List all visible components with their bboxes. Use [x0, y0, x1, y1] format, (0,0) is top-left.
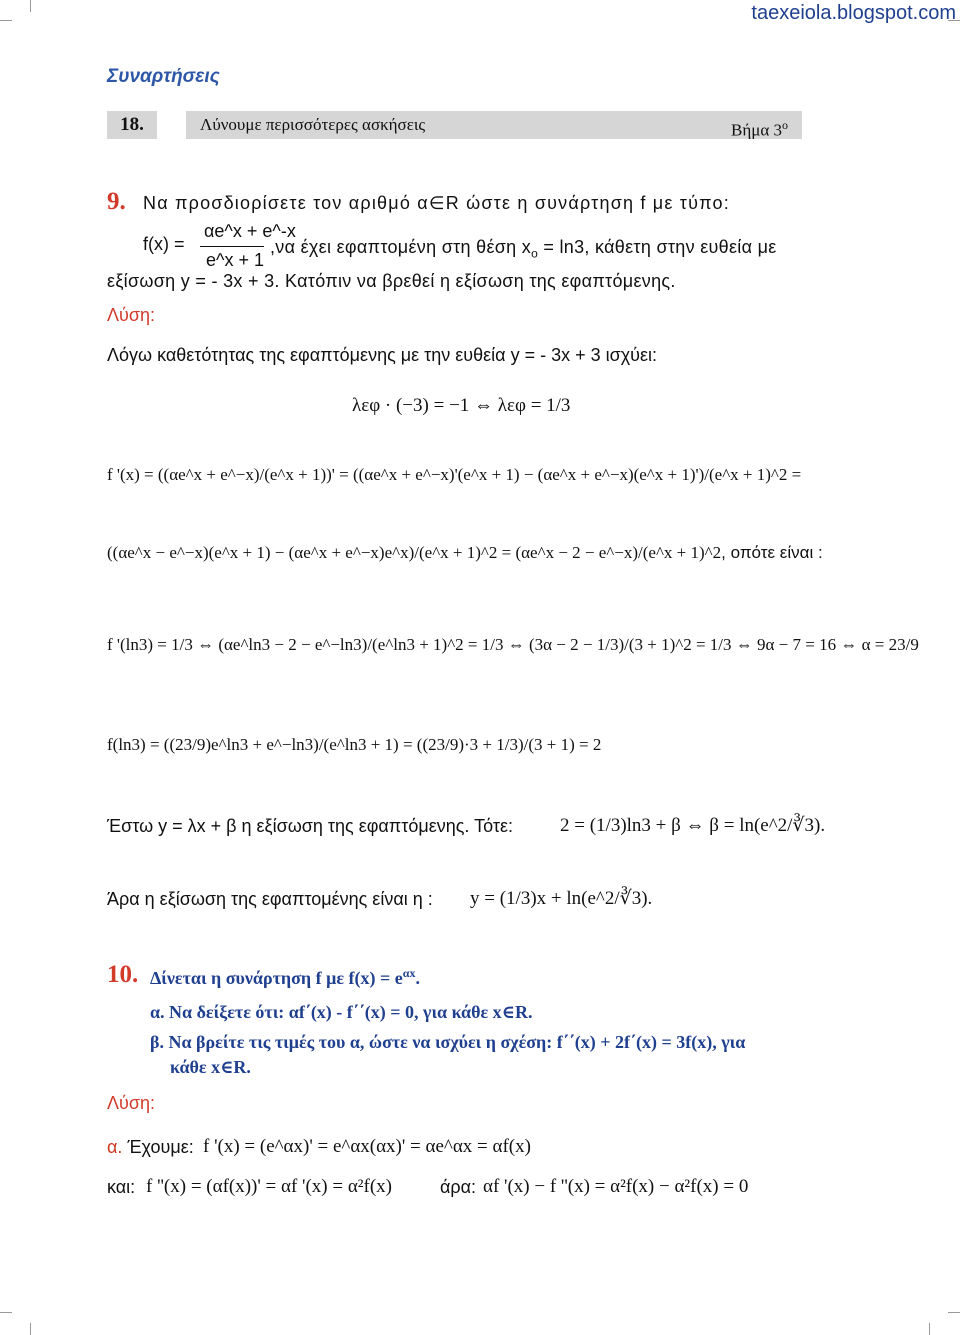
crop-mark: [948, 1312, 960, 1313]
derivative-line-1: f '(x) = ((αe^x + e^−x)/(e^x + 1))' = ((αe^x + e^−x)'(e^x + 1) − (αe^x + e^−x)(e^x + 1)')/(e^x + 1)^2 =: [107, 465, 802, 484]
solution-a-label: α.: [107, 1137, 123, 1157]
lesson-title: Λύνουμε περισσότερες ασκήσεις: [200, 115, 426, 134]
crop-mark: [0, 1312, 12, 1313]
site-url[interactable]: taexeiola.blogspot.com: [751, 2, 956, 24]
exercise-9-f-numerator: αe^x + e^-x: [204, 221, 296, 241]
derivative-line-2: [107, 543, 823, 563]
fraction-bar: [200, 246, 264, 247]
lesson-title-bar: [186, 111, 802, 139]
exercise-10-part-a: α. Να δείξετε ότι: αf΄(x) - f΄΄(x) = 0, για κάθε x∈R.: [150, 1002, 533, 1022]
solution-a2-end: αf '(x) − f ''(x) = α²f(x) − α²f(x) = 0: [483, 1176, 749, 1197]
crop-mark: [30, 1323, 31, 1335]
slope-equation: λεφ · (−3) = −1 ⇔ λεφ = 1/3: [352, 395, 571, 416]
section-title: Συναρτήσεις: [107, 66, 220, 87]
crop-mark: [30, 0, 31, 12]
exercise-10-title-text: Δίνεται η συνάρτηση f με f(x) = e: [150, 968, 403, 988]
line2-sub: o: [531, 246, 539, 261]
line2-text: ,να έχει εφαπτομένη στη θέση x: [270, 237, 532, 257]
exercise-10-part-b: β. Να βρείτε τις τιμές του α, ώστε να ισχύει η σχέση: f΄΄(x) + 2f΄(x) = 3f(x), για: [150, 1032, 746, 1052]
exercise-9-f-denominator: e^x + 1: [206, 250, 264, 270]
f-value: f(ln3) = ((23/9)e^ln3 + e^−ln3)/(e^ln3 + 1) = ((23/9)·3 + 1/3)/(3 + 1) = 2: [107, 735, 602, 754]
exercise-9-line3: εξίσωση y = - 3x + 3. Κατόπιν να βρεθεί η εξίσωση της εφαπτόμενης.: [107, 271, 676, 291]
solution-a2-mid: άρα:: [440, 1177, 477, 1197]
exercise-10-title-end: .: [415, 968, 420, 988]
answer-text: Άρα η εξίσωση της εφαπτομένης είναι η :: [107, 889, 433, 909]
step-sup: ο: [782, 118, 788, 132]
exercise-10-solution-label: Λύση:: [107, 1093, 155, 1113]
tangent-text: Έστω y = λx + β η εξίσωση της εφαπτόμενης. Τότε:: [107, 816, 514, 836]
solution-a2-text: και:: [107, 1177, 136, 1197]
solution-a-equation: f '(x) = (e^αx)' = e^αx(αx)' = αe^αx = αf(x): [203, 1136, 531, 1157]
answer-equation: y = (1/3)x + ln(e^2/∛3).: [470, 888, 653, 909]
solution-intro: Λόγω καθετότητας της εφαπτόμενης με την ευθεία y = - 3x + 3 ισχύει:: [107, 345, 658, 365]
exercise-9-number: 9.: [107, 188, 126, 215]
exercise-10-part-b2: κάθε x∈R.: [170, 1057, 251, 1077]
exercise-9-f-label: f(x) =: [143, 234, 185, 254]
tangent-equation: 2 = (1/3)ln3 + β ⇔ β = ln(e^2/∛3).: [560, 815, 826, 836]
crop-mark: [929, 1323, 930, 1335]
step-label-group: [731, 111, 788, 145]
exercise-9-line2: [270, 237, 777, 261]
line2-end: = ln3, κάθετη στην ευθεία με: [538, 237, 777, 257]
exercise-9-line1: Να προσδιορίσετε τον αριθμό α∈R ώστε η συνάρτηση f με τύπο:: [143, 193, 730, 213]
exercise-10-title-sup: αx: [402, 966, 416, 980]
solution-label: Λύση:: [107, 305, 155, 325]
lesson-number: 18.: [107, 111, 157, 139]
solve-alpha: f '(ln3) = 1/3 ⇔ (αe^ln3 − 2 − e^−ln3)/(e^ln3 + 1)^2 = 1/3 ⇔ (3α − 2 − 1/3)/(3 + 1)^2 = 1/3 ⇔ 9α − 7 = 16 ⇔ α = 23/9: [107, 635, 919, 654]
exercise-10-title: [150, 966, 420, 989]
crop-mark: [0, 20, 12, 21]
solution-a2-equation: f ''(x) = (αf(x))' = αf '(x) = α²f(x): [146, 1176, 392, 1197]
derivative-note: , οπότε είναι :: [721, 543, 823, 562]
solution-a-text: Έχουμε:: [127, 1137, 194, 1157]
derivative-line-2-eq: ((αe^x − e^−x)(e^x + 1) − (αe^x + e^−x)e^x)/(e^x + 1)^2 = (αe^x − 2 − e^−x)/(e^x + 1)^2: [107, 543, 722, 562]
solution-a-line: [107, 1137, 194, 1158]
step-label: Βήμα 3: [731, 120, 782, 140]
exercise-10-number: 10.: [107, 961, 139, 988]
